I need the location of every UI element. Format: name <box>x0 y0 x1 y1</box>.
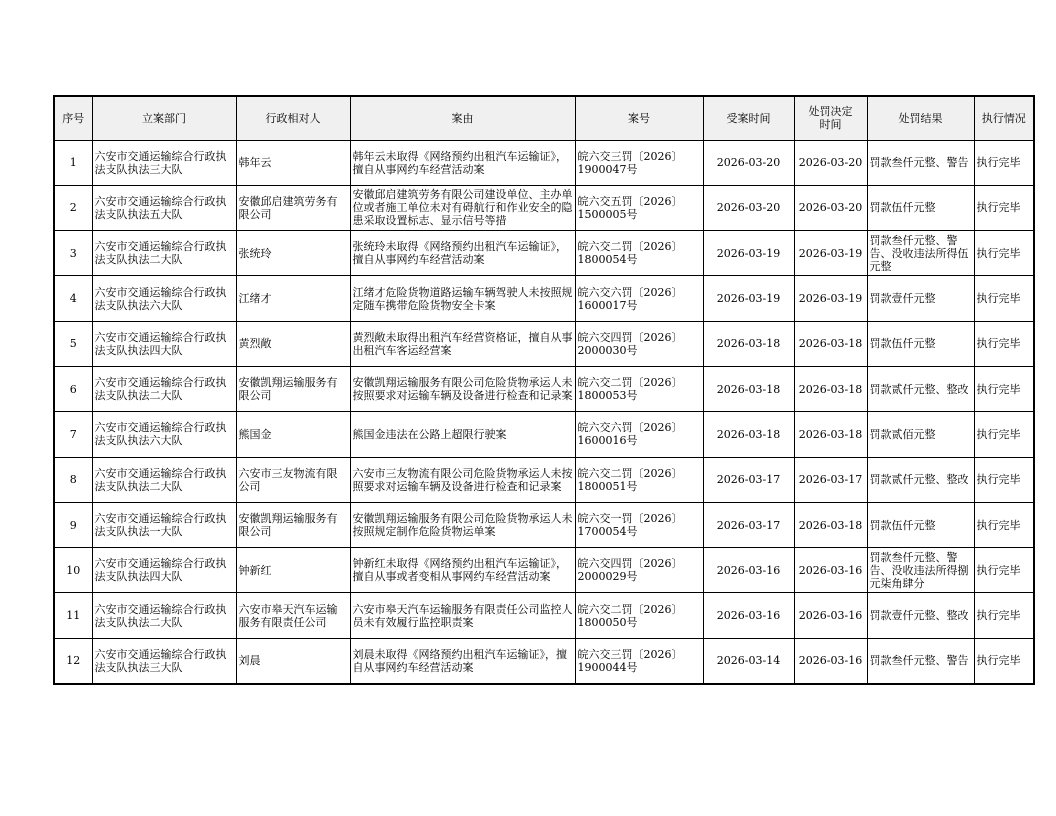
cell-dept: 六安市交通运输综合行政执法支队执法六大队 <box>92 412 236 457</box>
table-row <box>54 321 1034 366</box>
cell-case-no: 皖六交一罚〔2026〕1700054号 <box>575 502 703 547</box>
col-header-no: 序号 <box>54 96 92 140</box>
cell-decision-date: 2026-03-20 <box>794 185 867 230</box>
cell-no: 7 <box>54 412 92 457</box>
cell-status: 执行完毕 <box>974 412 1034 457</box>
cell-status: 执行完毕 <box>974 185 1034 230</box>
col-header-decision-date: 处罚决定 时间 <box>794 96 867 140</box>
table-row <box>54 366 1034 411</box>
cell-result: 罚款贰佰元整 <box>867 412 974 457</box>
table-row <box>54 457 1034 502</box>
cell-decision-date: 2026-03-19 <box>794 276 867 321</box>
cell-no: 6 <box>54 366 92 411</box>
cell-dept: 六安市交通运输综合行政执法支队执法六大队 <box>92 276 236 321</box>
cell-result: 罚款伍仟元整 <box>867 502 974 547</box>
cell-status: 执行完毕 <box>974 502 1034 547</box>
cell-no: 11 <box>54 593 92 638</box>
cell-no: 8 <box>54 457 92 502</box>
cell-accept-date: 2026-03-18 <box>703 412 794 457</box>
cell-reason: 刘晨未取得《网络预约出租汽车运输证》，擅自从事网约车经营活动案 <box>350 638 575 683</box>
cell-status: 执行完毕 <box>974 140 1034 185</box>
cell-accept-date: 2026-03-18 <box>703 321 794 366</box>
cell-decision-date: 2026-03-18 <box>794 321 867 366</box>
cell-dept: 六安市交通运输综合行政执法支队执法二大队 <box>92 231 236 276</box>
cell-dept: 六安市交通运输综合行政执法支队执法五大队 <box>92 185 236 230</box>
cell-status: 执行完毕 <box>974 321 1034 366</box>
cell-party: 韩年云 <box>236 140 350 185</box>
cell-reason: 安徽邱启建筑劳务有限公司建设单位、主办单位或者施工单位未对有碍航行和作业安全的隐患采取设置标志、显示信号等措 <box>350 185 575 230</box>
col-header-party: 行政相对人 <box>236 96 350 140</box>
cell-status: 执行完毕 <box>974 548 1034 593</box>
col-header-result: 处罚结果 <box>867 96 974 140</box>
cell-party: 六安市皋天汽车运输服务有限责任公司 <box>236 593 350 638</box>
penalty-table <box>53 95 1035 685</box>
cell-case-no: 皖六交二罚〔2026〕1800051号 <box>575 457 703 502</box>
cell-decision-date: 2026-03-18 <box>794 502 867 547</box>
cell-case-no: 皖六交四罚〔2026〕2000030号 <box>575 321 703 366</box>
cell-reason: 六安市皋天汽车运输服务有限责任公司监控人员未有效履行监控职责案 <box>350 593 575 638</box>
table-row <box>54 593 1034 638</box>
cell-case-no: 皖六交四罚〔2026〕2000029号 <box>575 548 703 593</box>
cell-dept: 六安市交通运输综合行政执法支队执法四大队 <box>92 548 236 593</box>
col-header-case-no: 案号 <box>575 96 703 140</box>
cell-result: 罚款壹仟元整、整改 <box>867 593 974 638</box>
cell-dept: 六安市交通运输综合行政执法支队执法二大队 <box>92 593 236 638</box>
cell-accept-date: 2026-03-14 <box>703 638 794 683</box>
cell-party: 黄烈敞 <box>236 321 350 366</box>
cell-dept: 六安市交通运输综合行政执法支队执法一大队 <box>92 502 236 547</box>
cell-decision-date: 2026-03-20 <box>794 140 867 185</box>
cell-case-no: 皖六交五罚〔2026〕1500005号 <box>575 185 703 230</box>
table-row <box>54 412 1034 457</box>
table-row <box>54 185 1034 230</box>
table-body <box>54 140 1034 684</box>
cell-result: 罚款壹仟元整 <box>867 276 974 321</box>
cell-accept-date: 2026-03-19 <box>703 231 794 276</box>
cell-no: 5 <box>54 321 92 366</box>
col-header-accept-date: 受案时间 <box>703 96 794 140</box>
cell-dept: 六安市交通运输综合行政执法支队执法三大队 <box>92 140 236 185</box>
col-header-status: 执行情况 <box>974 96 1034 140</box>
col-header-dept: 立案部门 <box>92 96 236 140</box>
cell-reason: 安徽凯翔运输服务有限公司危险货物承运人未按照要求对运输车辆及设备进行检查和记录案 <box>350 366 575 411</box>
cell-dept: 六安市交通运输综合行政执法支队执法二大队 <box>92 457 236 502</box>
cell-no: 12 <box>54 638 92 683</box>
cell-dept: 六安市交通运输综合行政执法支队执法三大队 <box>92 638 236 683</box>
cell-party: 安徽邱启建筑劳务有限公司 <box>236 185 350 230</box>
cell-dept: 六安市交通运输综合行政执法支队执法四大队 <box>92 321 236 366</box>
table-header-row <box>54 96 1034 140</box>
cell-case-no: 皖六交三罚〔2026〕1900047号 <box>575 140 703 185</box>
cell-status: 执行完毕 <box>974 457 1034 502</box>
cell-party: 钟新红 <box>236 548 350 593</box>
cell-status: 执行完毕 <box>974 366 1034 411</box>
cell-party: 六安市三友物流有限公司 <box>236 457 350 502</box>
cell-accept-date: 2026-03-16 <box>703 548 794 593</box>
table-row <box>54 276 1034 321</box>
cell-reason: 六安市三友物流有限公司危险货物承运人未按照要求对运输车辆及设备进行检查和记录案 <box>350 457 575 502</box>
cell-result: 罚款伍仟元整 <box>867 185 974 230</box>
cell-accept-date: 2026-03-17 <box>703 502 794 547</box>
cell-result: 罚款叁仟元整、警告、没收违法所得伍元整 <box>867 231 974 276</box>
cell-reason: 张统玲未取得《网络预约出租汽车运输证》，擅自从事网约车经营活动案 <box>350 231 575 276</box>
table-row <box>54 140 1034 185</box>
cell-dept: 六安市交通运输综合行政执法支队执法二大队 <box>92 366 236 411</box>
cell-accept-date: 2026-03-20 <box>703 185 794 230</box>
cell-no: 1 <box>54 140 92 185</box>
cell-no: 10 <box>54 548 92 593</box>
cell-reason: 钟新红未取得《网络预约出租汽车运输证》，擅自从事或者变相从事网约车经营活动案 <box>350 548 575 593</box>
cell-party: 安徽凯翔运输服务有限公司 <box>236 366 350 411</box>
cell-decision-date: 2026-03-16 <box>794 638 867 683</box>
cell-reason: 黄烈敞未取得出租汽车经营资格证，擅自从事出租汽车客运经营案 <box>350 321 575 366</box>
cell-party: 江绪才 <box>236 276 350 321</box>
cell-accept-date: 2026-03-18 <box>703 366 794 411</box>
cell-case-no: 皖六交六罚〔2026〕1600017号 <box>575 276 703 321</box>
cell-reason: 熊国金违法在公路上超限行驶案 <box>350 412 575 457</box>
cell-case-no: 皖六交二罚〔2026〕1800053号 <box>575 366 703 411</box>
cell-status: 执行完毕 <box>974 231 1034 276</box>
cell-result: 罚款伍仟元整 <box>867 321 974 366</box>
cell-accept-date: 2026-03-17 <box>703 457 794 502</box>
cell-no: 2 <box>54 185 92 230</box>
cell-party: 张统玲 <box>236 231 350 276</box>
cell-decision-date: 2026-03-16 <box>794 593 867 638</box>
cell-result: 罚款贰仟元整、整改 <box>867 457 974 502</box>
cell-result: 罚款叁仟元整、警告 <box>867 140 974 185</box>
cell-reason: 安徽凯翔运输服务有限公司危险货物承运人未按照规定制作危险货物运单案 <box>350 502 575 547</box>
cell-accept-date: 2026-03-20 <box>703 140 794 185</box>
cell-no: 4 <box>54 276 92 321</box>
col-header-reason: 案由 <box>350 96 575 140</box>
cell-status: 执行完毕 <box>974 638 1034 683</box>
cell-status: 执行完毕 <box>974 593 1034 638</box>
cell-party: 安徽凯翔运输服务有限公司 <box>236 502 350 547</box>
cell-case-no: 皖六交三罚〔2026〕1900044号 <box>575 638 703 683</box>
table-row <box>54 548 1034 593</box>
table-row <box>54 638 1034 683</box>
cell-decision-date: 2026-03-17 <box>794 457 867 502</box>
cell-reason: 韩年云未取得《网络预约出租汽车运输证》，擅自从事网约车经营活动案 <box>350 140 575 185</box>
cell-case-no: 皖六交二罚〔2026〕1800054号 <box>575 231 703 276</box>
cell-no: 3 <box>54 231 92 276</box>
cell-case-no: 皖六交六罚〔2026〕1600016号 <box>575 412 703 457</box>
table-row <box>54 231 1034 276</box>
cell-no: 9 <box>54 502 92 547</box>
cell-decision-date: 2026-03-18 <box>794 412 867 457</box>
cell-case-no: 皖六交二罚〔2026〕1800050号 <box>575 593 703 638</box>
cell-decision-date: 2026-03-18 <box>794 366 867 411</box>
cell-result: 罚款叁仟元整、警告、没收违法所得捌元柒角肆分 <box>867 548 974 593</box>
cell-decision-date: 2026-03-16 <box>794 548 867 593</box>
cell-status: 执行完毕 <box>974 276 1034 321</box>
cell-accept-date: 2026-03-19 <box>703 276 794 321</box>
cell-result: 罚款贰仟元整、整改 <box>867 366 974 411</box>
cell-accept-date: 2026-03-16 <box>703 593 794 638</box>
cell-reason: 江绪才危险货物道路运输车辆驾驶人未按照规定随车携带危险货物安全卡案 <box>350 276 575 321</box>
cell-result: 罚款叁仟元整、警告 <box>867 638 974 683</box>
cell-party: 刘晨 <box>236 638 350 683</box>
cell-decision-date: 2026-03-19 <box>794 231 867 276</box>
cell-party: 熊国金 <box>236 412 350 457</box>
table-row <box>54 502 1034 547</box>
